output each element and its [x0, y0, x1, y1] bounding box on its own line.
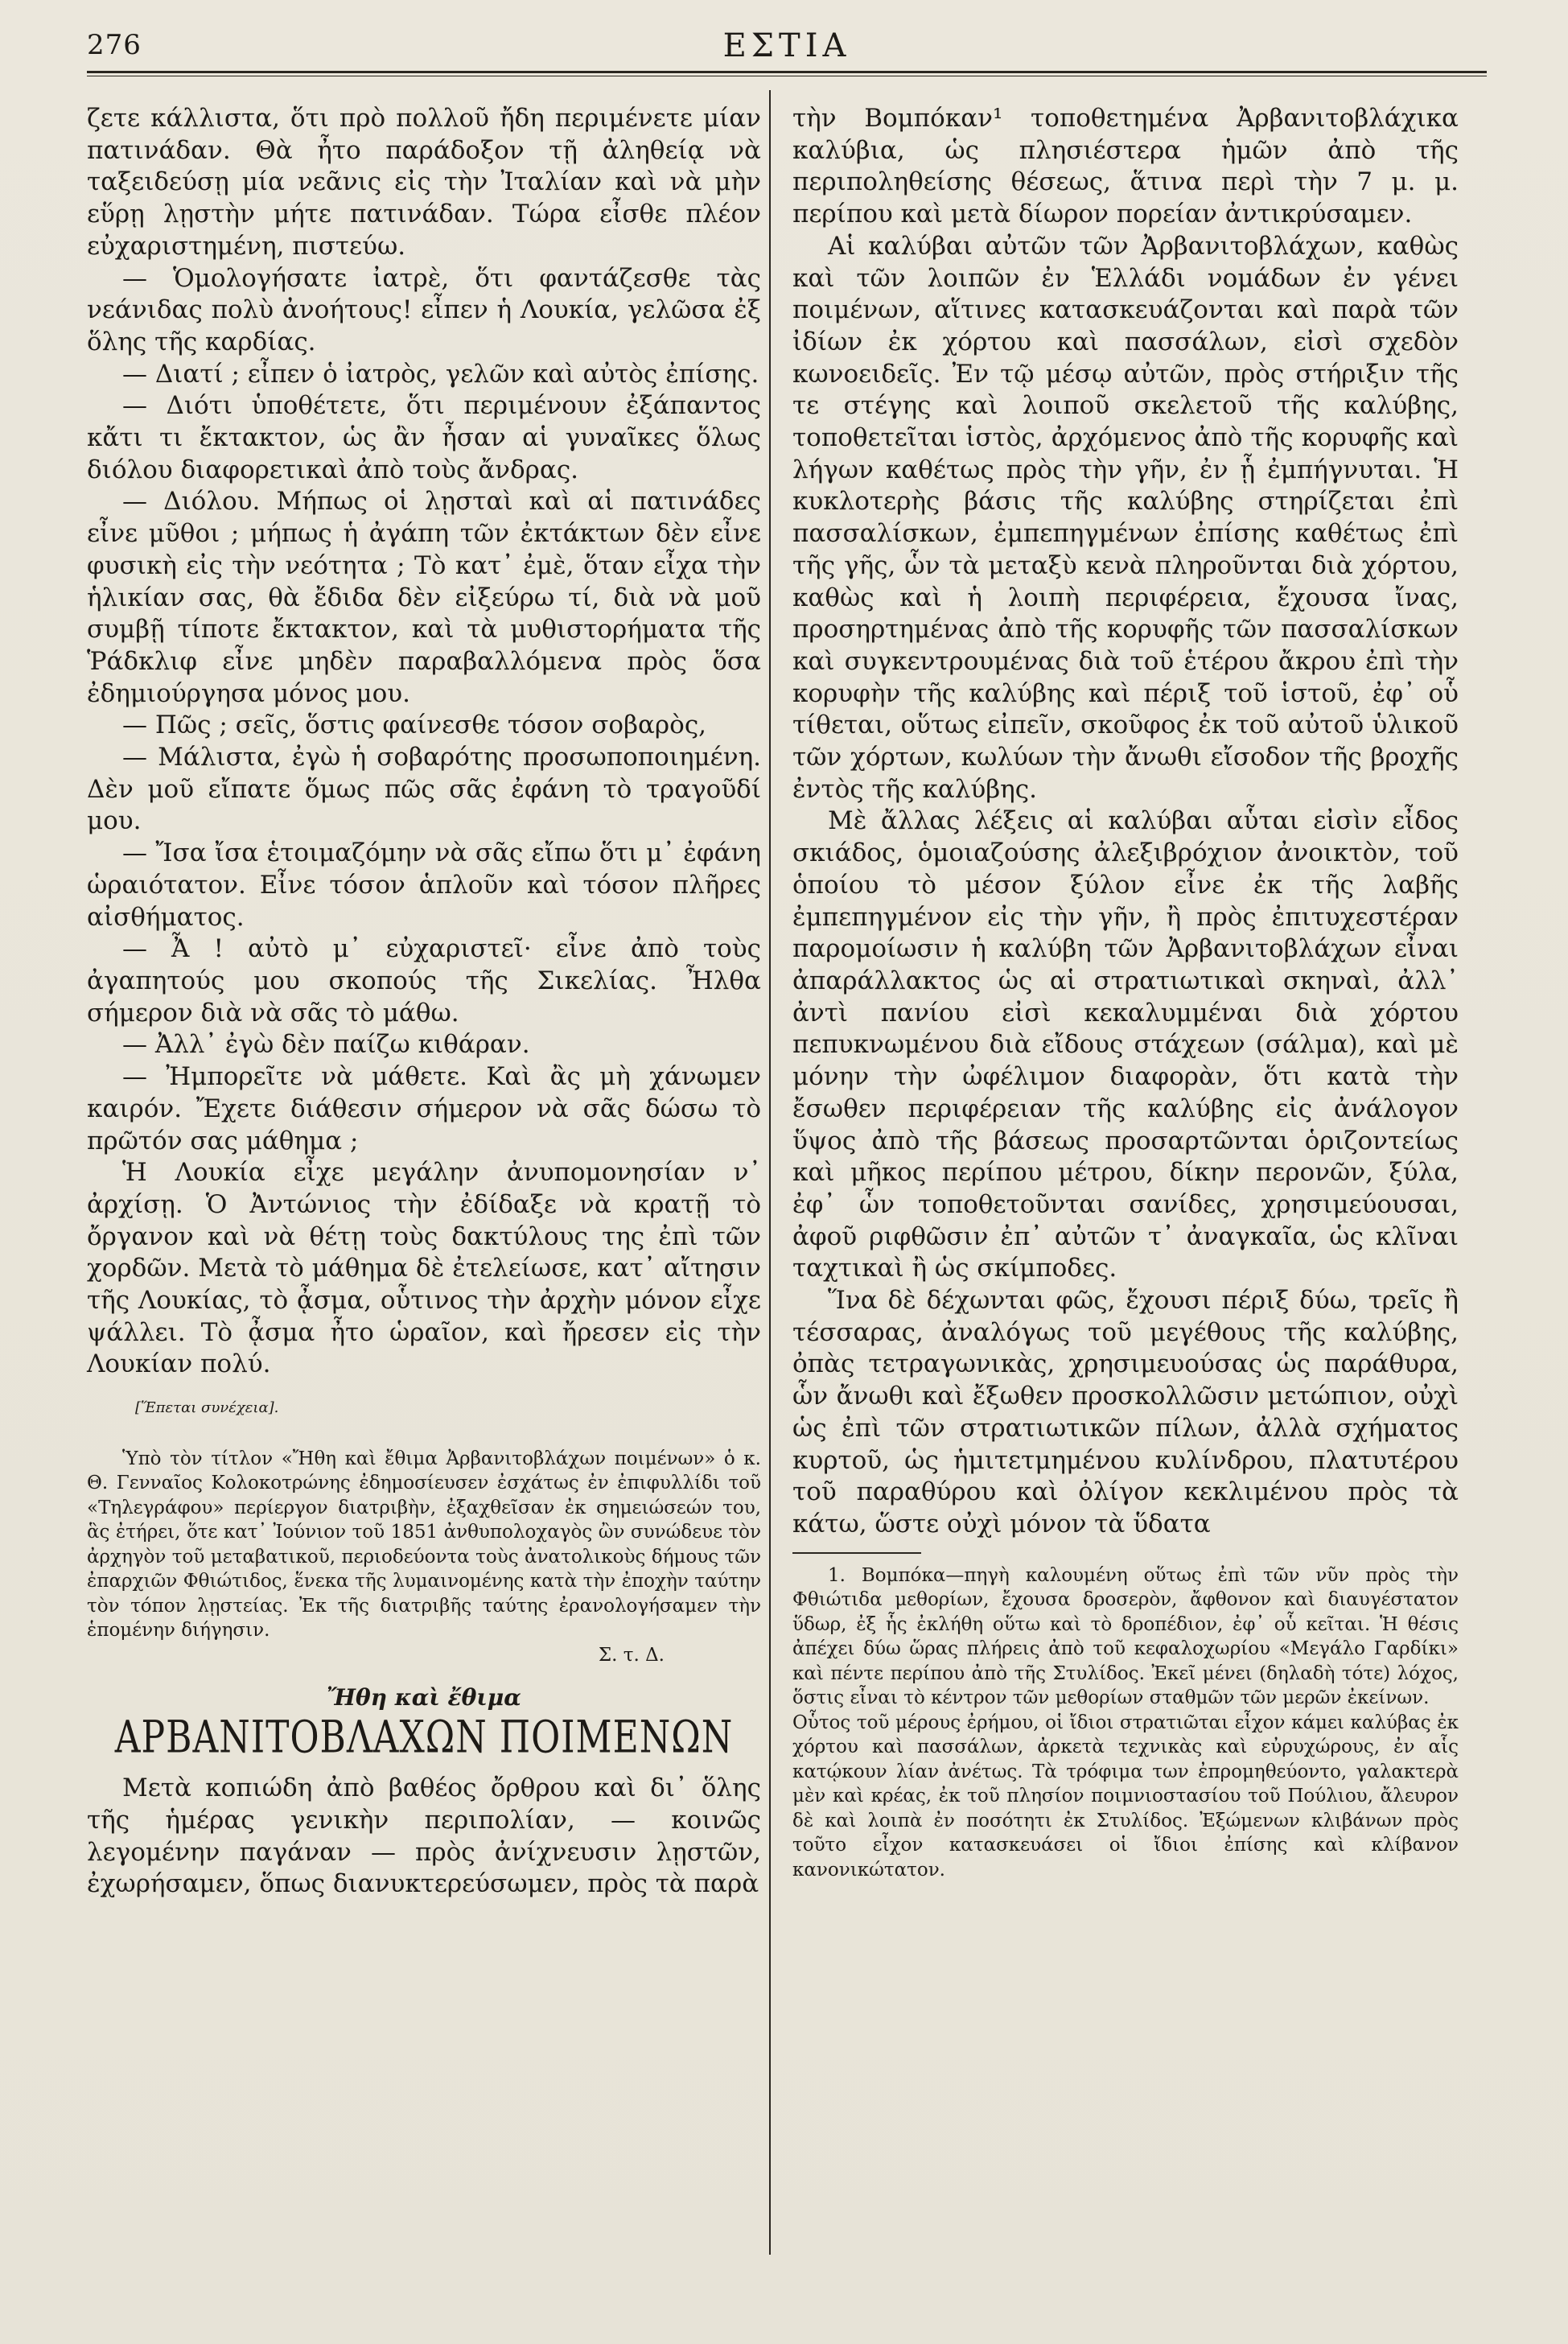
article-title: ΑΡΒΑΝΙΤΟΒΛΑΧΩΝ ΠΟΙΜΕΝΩΝ: [114, 1712, 734, 1763]
dialogue-paragraph: — Μάλιστα, ἐγὼ ἡ σοβαρότης προσωποποιημένη. Δὲν μοῦ εἴπατε ὅμως πῶς σᾶς ἐφάνη τὸ τραγοῦδί μου.: [87, 743, 761, 836]
article-paragraph: τὴν Βομπόκαν¹ τοποθετημένα Ἀρβανιτοβλάχικα καλύβια, ὡς πλησιέστερα ἡμῶν ἀπὸ τῆς περιποληθείσης θέσεως, ἅτινα περὶ τὴν 7 μ. μ. περίπου καὶ μετὰ δίωρον πορείαν ἀντικρύσαμεν.: [792, 104, 1459, 229]
page-number: 276: [87, 29, 142, 61]
dialogue-paragraph: — Διότι ὑποθέτετε, ὅτι περιμένουν ἐξάπαντος κἄτι τι ἔκτακτον, ὡς ἂν ἦσαν αἱ γυναῖκες ὅλως διόλου διαφορετικαὶ ἀπὸ τοὺς ἄνδρας.: [87, 391, 761, 484]
article-paragraph: Ἵνα δὲ δέχωνται φῶς, ἔχουσι πέριξ δύω, τρεῖς ἢ τέσσαρας, ἀναλόγως τοῦ μεγέθους τῆς καλύβης, ὀπὰς τετραγωνικὰς, χρησιμευούσας ὡς παράθυρα, ὧν ἄνωθι καὶ ἔξωθεν προσκολλῶσιν μετώπιον, οὐχὶ ὡς ἐπὶ τῶν στρατιωτικῶν πίλων, ἀλλὰ σχήματος κυρτοῦ, ὡς ἡμιτετμημένου κυλίνδρου, πλατυτέρου τοῦ παραθύρου καὶ ὀλίγον κεκλιμένου πρὸς τὰ κάτω, ὥστε οὐχὶ μόνον τὰ ὕδατα: [792, 1286, 1459, 1539]
dialogue-paragraph: — Διατί ; εἶπεν ὁ ἰατρὸς, γελῶν καὶ αὐτὸς ἐπίσης.: [122, 359, 759, 389]
left-column: [87, 103, 761, 1901]
footnote: Οὗτος τοῦ μέρους ἐρήμου, οἱ ἴδιοι στρατιῶται εἶχον κάμει καλύβας ἐκ χόρτου καὶ πασσάλων, ἀρκετὰ τεχνικὰς καὶ εὐρυχώρους, ἐν αἷς κατῴκουν λίαν ἀνέτως. Τὰ τρόφιμα των ἐπρομηθεύοντο, γαλακτερὰ μὲν καὶ κρέας, ἐκ τοῦ πλησίον ποιμνιοστασίου τοῦ Πούλιου, ἄλευρον δὲ καὶ λοιπὰ ἐν ποσότητι ἐκ Στυλίδος. Ἐξώμενων κλιβάνων πρὸς τοῦτο εἶχον κατασκευάσει οἱ ἴδιοι ἐπίσης καὶ κλίβανον κανονικώτατον.: [792, 1712, 1459, 1881]
editor-signature: Σ. τ. Δ.: [598, 1644, 665, 1666]
article-paragraph: Μὲ ἄλλας λέξεις αἱ καλύβαι αὗται εἰσὶν εἶδος σκιάδος, ὁμοιαζούσης ἀλεξιβρόχιον ἀνοικτὸν, τοῦ ὁποίου τὸ μέσον ξύλον εἶνε ἐκ τῆς λαβῆς ἐμπεπηγμένον εἰς τὴν γῆν, ἢ πρὸς ἐπιτυχεστέραν παρομοίωσιν ἡ καλύβη τῶν Ἀρβανιτοβλάχων εἶναι ἀπαράλλακτος ὡς αἱ στρατιωτικαὶ σκηναὶ, ἀλλ᾽ ἀντὶ πανίου εἰσὶ κεκαλυμμέναι διὰ χόρτου πεπυκνωμένου διὰ εἴδους στάχεων (σάλμα), καὶ μὲ μόνην τὴν ὠφέλιμον διαφορὰν, ὅτι κατὰ τὴν ἔσωθεν περιφέρειαν τῆς καλύβης εἰς ἀνάλογον ὕψος ἀπὸ τῆς βάσεως προσαρτῶνται ὁριζοντείως καὶ μῆκος περίπου μέτρου, δίκην περονῶν, ξύλα, ἐφ᾽ ὧν τοποθετοῦνται σανίδες, χρησιμεύουσαι, ἀφοῦ ριφθῶσιν ἐπ᾽ αὐτῶν τ᾽ ἀναγκαῖα, ὡς κλῖναι ταχτικαὶ ἢ ὡς σκίμποδες.: [792, 806, 1459, 1283]
article-subtitle: Ἤθη καὶ ἔθιμα: [327, 1683, 521, 1711]
dialogue-paragraph: — Ἠμπορεῖτε νὰ μάθετε. Καὶ ἂς μὴ χάνωμεν καιρόν. Ἔχετε διάθεσιν σήμερον νὰ σᾶς δώσω τὸ πρῶτόν σας μάθημα ;: [87, 1062, 761, 1156]
dialogue-paragraph: — Ὁμολογήσατε ἰατρὲ, ὅτι φαντάζεσθε τὰς νεάνιδας πολὺ ἀνοήτους! εἶπεν ἡ Λουκία, γελῶσα ἐξ ὅλης τῆς καρδίας.: [87, 263, 761, 356]
article-paragraph: Μετὰ κοπιώδη ἀπὸ βαθέος ὄρθρου καὶ δι᾽ ὅλης τῆς ἡμέρας γενικὴν περιπολίαν, — κοινῶς λεγομένην παγάναν — πρὸς ἀνίχνευσιν λῃστῶν, ἐχωρήσαμεν, ὅπως διανυκτερεύσωμεν, πρὸς τὰ παρὰ: [87, 1773, 761, 1899]
dialogue-paragraph: — Διόλου. Μήπως οἱ λῃσταὶ καὶ αἱ πατινάδες εἶνε μῦθοι ; μήπως ἡ ἀγάπη τῶν ἐκτάκτων δὲν εἶνε φυσικὴ εἰς τὴν νεότητα ; Τὸ κατ᾽ ἐμὲ, ὅταν εἶχα τὴν ἡλικίαν σας, θὰ ἔδιδα δὲν εἰξεύρω τί, διὰ νὰ μοῦ συμβῇ τίποτε ἔκτακτον, καὶ τὰ μυθιστορήματα τῆς Ῥάδκλιφ εἶνε μηδὲν παραβαλλόμενα πρὸς ὅσα ἐδημιούργησα μόνος μου.: [87, 487, 761, 708]
footnote-rule: [792, 1552, 921, 1554]
header-rule: [87, 71, 1487, 76]
journal-title: ΕΣΤΙΑ: [722, 27, 851, 64]
dialogue-paragraph: — Ἆ ! αὐτὸ μ᾽ εὐχαριστεῖ· εἶνε ἀπὸ τοὺς ἀγαπητούς μου σκοπούς τῆς Σικελίας. Ἦλθα σήμερον διὰ νὰ σᾶς τὸ μάθω.: [87, 934, 761, 1028]
dialogue-paragraph: — Ἀλλ᾽ ἐγὼ δὲν παίζω κιθάραν.: [122, 1030, 530, 1060]
dialogue-paragraph: ζετε κάλλιστα, ὅτι πρὸ πολλοῦ ἤδη περιμένετε μίαν πατινάδαν. Θὰ ἦτο παράδοξον τῇ ἀληθείᾳ νὰ ταξειδεύσῃ μία νεᾶνις εἰς τὴν Ἰταλίαν καὶ νὰ μὴν εὕρῃ λῃστὴν μήτε πατινάδαν. Τώρα εἶσθε πλέον εὐχαριστημένη, πιστεύω.: [87, 104, 761, 261]
dialogue-paragraph: Ἡ Λουκία εἶχε μεγάλην ἀνυπομονησίαν ν᾽ ἀρχίσῃ. Ὁ Ἀντώνιος τὴν ἐδίδαξε νὰ κρατῇ τὸ ὄργανον καὶ νὰ θέτῃ τοὺς δακτύλους της ἐπὶ τῶν χορδῶν. Μετὰ τὸ μάθημα δὲ ἐτελείωσε, κατ᾽ αἴτησιν τῆς Λουκίας, τὸ ᾆσμα, οὗτινος τὴν ἀρχὴν μόνον εἶχε ψάλλει. Τὸ ᾆσμα ἦτο ὡραῖον, καὶ ἤρεσεν εἰς τὴν Λουκίαν πολύ.: [87, 1158, 761, 1379]
to-be-continued-note: [Ἕπεται συνέχεια].: [135, 1399, 279, 1417]
page-header: [87, 24, 1487, 69]
article-paragraph: Αἱ καλύβαι αὐτῶν τῶν Ἀρβανιτοβλάχων, καθὼς καὶ τῶν λοιπῶν ἐν Ἑλλάδι νομάδων ἐν γένει ποιμένων, αἵτινες κατασκευάζονται καὶ παρὰ τῶν ἰδίων ἐκ χόρτου καὶ πασσάλων, εἰσὶ σχεδὸν κωνοειδεῖς. Ἐν τῷ μέσῳ αὐτῶν, πρὸς στήριξιν τῆς τε στέγης καὶ λοιποῦ σκελετοῦ τῆς καλύβης, τοποθετεῖται ἱστὸς, ἀρχόμενος ἀπὸ τῆς κορυφῆς καὶ λήγων καθέτως πρὸς τὴν γῆν, ἐν ᾗ ἐμπήγνυται. Ἡ κυκλοτερὴς βάσις τῆς καλύβης στηρίζεται ἐπὶ πασσαλίσκων, ἐμπεπηγμένων ἐπίσης καθέτως ἐπὶ τῆς γῆς, ὧν τὰ μεταξὺ κενὰ πληροῦνται διὰ χόρτου, καθὼς καὶ ἡ λοιπὴ περιφέρεια, ἔχουσα ἴνας, προσηρτημένας ἀπὸ τῆς κορυφῆς τῶν πασσαλίσκων καὶ συγκεντρουμένας διὰ τοῦ ἑτέρου ἄκρου ἐπὶ τὴν κορυφὴν τῆς καλύβης καὶ πέριξ τοῦ ἱστοῦ, ἐφ᾽ οὗ τίθεται, οὕτως εἰπεῖν, σκοῦφος ἐκ τοῦ αὐτοῦ ὑλικοῦ τῶν χόρτων, κωλύων τὴν ἄνωθι εἴσοδον τῆς βροχῆς ἐντὸς τῆς καλύβης.: [792, 231, 1459, 804]
footnote: 1. Βομπόκα—πηγὴ καλουμένη οὕτως ἐπὶ τῶν νῦν πρὸς τὴν Φθιώτιδα μεθορίων, ἔχουσα δροσερὸν, ἄφθονον καὶ διαυγέστατον ὕδωρ, ἐξ ἧς ἐκλήθη οὕτω καὶ τὸ δροπέδιον, ἐφ᾽ οὗ κεῖται. Ἡ θέσις ἀπέχει δύω ὥρας πλήρεις ἀπὸ τοῦ κεφαλοχωρίου «Μεγάλο Γαρδίκι» καὶ πέντε περίπου ἀπὸ τῆς Στυλίδος. Ἐκεῖ μένει (δηλαδὴ τότε) λόχος, ὅστις εἶναι τὸ κέντρον τῶν μεθορίων σταθμῶν τῶν μερῶν ἐκείνων.: [792, 1564, 1459, 1709]
right-column: [792, 103, 1459, 1882]
editor-intro-note: Ὑπὸ τὸν τίτλον «Ἤθη καὶ ἔθιμα Ἀρβανιτοβλάχων ποιμένων» ὁ κ. Θ. Γενναῖος Κολοκοτρώνης ἐδημοσίευσεν ἐσχάτως ἐν ἐπιφυλλίδι τοῦ «Τηλεγράφου» περίεργον διατριβὴν, ἐξαχθεῖσαν ἐκ σημειώσεών του, ἃς ἐτήρει, ὅτε κατ᾽ Ἰούνιον τοῦ 1851 ἀνθυπολοχαγὸς ὢν συνώδευε τὸν ἀρχηγὸν τοῦ μεταβατικοῦ, περιοδεύοντα τοὺς ἀνατολικοὺς δήμους τῶν ἐπαρχιῶν Φθιώτιδος, ἕνεκα τῆς λυμαινομένης κατὰ τὴν ἐποχὴν ταύτην τὸν τόπον λῃστείας. Ἐκ τῆς διατριβῆς ταύτης ἐρανολογήσαμεν τὴν ἑπομένην διήγησιν.: [87, 1448, 761, 1642]
dialogue-paragraph: — Ἴσα ἴσα ἑτοιμαζόμην νὰ σᾶς εἴπω ὅτι μ᾽ ἐφάνη ὡραιότατον. Εἶνε τόσον ἁπλοῦν καὶ τόσον πλῆρες αἰσθήματος.: [87, 838, 761, 932]
column-divider: [769, 90, 771, 2255]
dialogue-paragraph: — Πῶς ; σεῖς, ὅστις φαίνεσθε τόσον σοβαρὸς,: [122, 711, 707, 740]
